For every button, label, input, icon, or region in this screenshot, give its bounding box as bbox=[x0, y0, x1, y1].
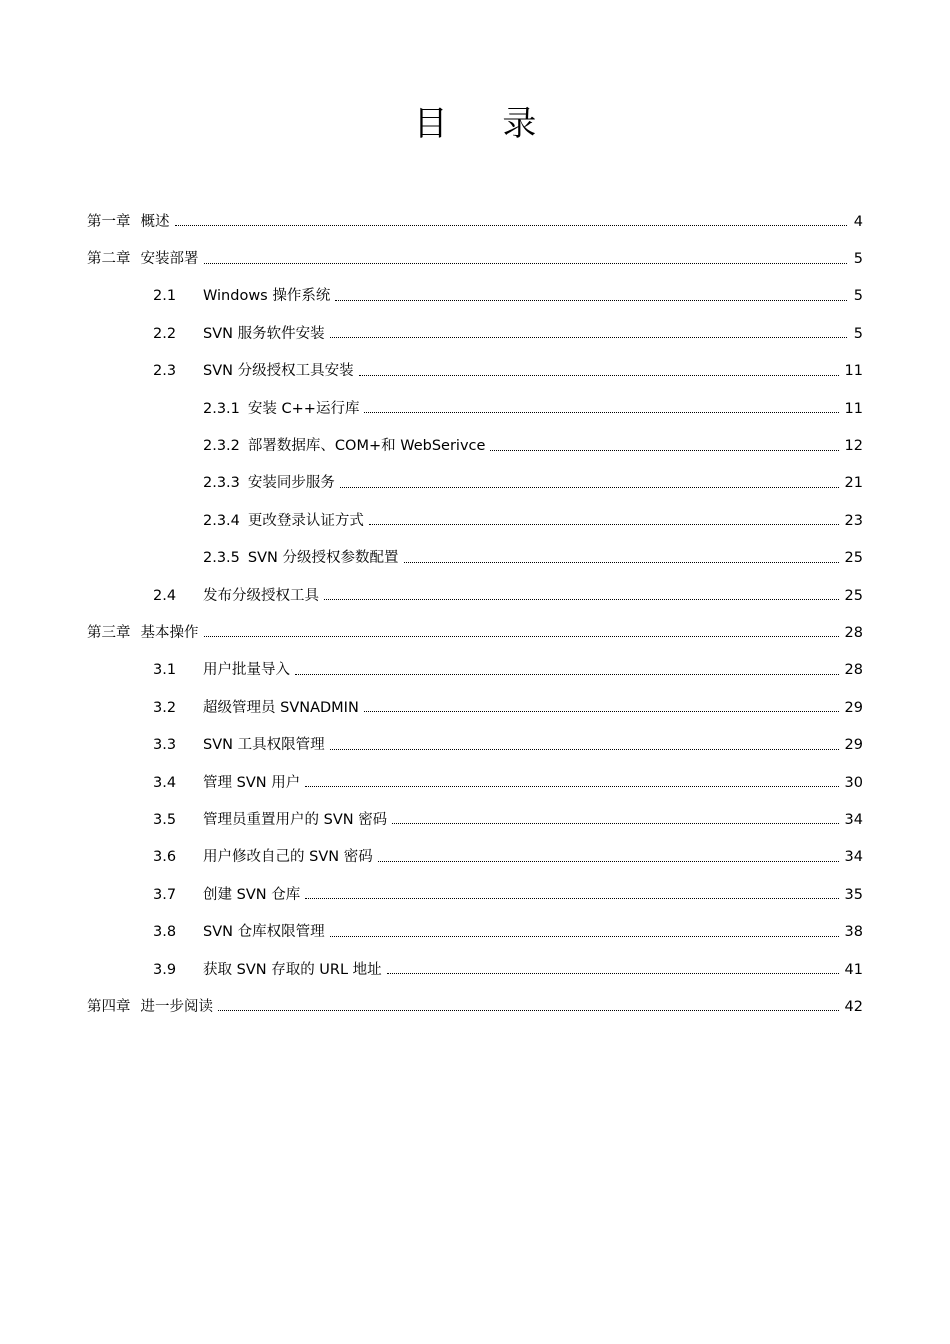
toc-entry-label: 用户修改自己的 SVN 密码 bbox=[203, 849, 373, 866]
toc-entry-page: 11 bbox=[844, 363, 863, 380]
toc-entry[interactable] bbox=[87, 465, 863, 502]
toc-entry-label: 安装同步服务 bbox=[247, 475, 335, 492]
dot-leader bbox=[340, 487, 839, 488]
dot-leader bbox=[387, 973, 839, 974]
toc-entry[interactable] bbox=[87, 951, 863, 988]
dot-leader bbox=[295, 674, 839, 675]
toc-entry[interactable] bbox=[87, 390, 863, 427]
toc-entry[interactable] bbox=[87, 689, 863, 726]
toc-entry-page: 5 bbox=[853, 288, 863, 305]
toc-entry-number: 2.3.5 bbox=[203, 550, 240, 567]
toc-entry-page: 30 bbox=[844, 774, 863, 791]
toc-entry[interactable] bbox=[87, 726, 863, 763]
toc-entry-label: 进一步阅读 bbox=[140, 998, 213, 1015]
toc-entry-label: 获取 SVN 存取的 URL 地址 bbox=[203, 961, 382, 978]
dot-leader bbox=[324, 599, 839, 600]
toc-entry-number: 2.3.1 bbox=[203, 400, 240, 417]
dot-leader bbox=[305, 898, 838, 899]
dot-leader bbox=[330, 337, 847, 338]
dot-leader bbox=[378, 861, 839, 862]
page-title: 目 录 bbox=[413, 104, 559, 144]
dot-leader bbox=[364, 412, 838, 413]
dot-leader bbox=[335, 300, 847, 301]
toc-entry-label: 创建 SVN 仓库 bbox=[203, 886, 301, 903]
toc-entry-label: 部署数据库、COM+和 WebSerivce bbox=[247, 438, 486, 455]
toc-entry-label: 概述 bbox=[140, 213, 170, 230]
toc-entry-page: 11 bbox=[844, 400, 863, 417]
dot-leader bbox=[369, 524, 839, 525]
toc-entry-page: 25 bbox=[844, 550, 863, 567]
toc-entry-number: 2.1 bbox=[153, 288, 177, 305]
toc-entry-label: 安装 C++运行库 bbox=[247, 400, 360, 417]
toc-entry-page: 23 bbox=[844, 512, 863, 529]
toc-entry-label: 更改登录认证方式 bbox=[247, 512, 364, 529]
toc-entry-number: 2.3 bbox=[153, 363, 177, 380]
toc-entry-number: 2.2 bbox=[153, 325, 177, 342]
toc-entry-label: SVN 分级授权参数配置 bbox=[247, 550, 399, 567]
toc-entry-page: 28 bbox=[844, 662, 863, 679]
dot-leader bbox=[490, 450, 838, 451]
toc-entry-page: 34 bbox=[844, 811, 863, 828]
dot-leader bbox=[359, 375, 839, 376]
dot-leader bbox=[330, 936, 839, 937]
toc-entry[interactable] bbox=[87, 839, 863, 876]
toc-entry[interactable] bbox=[87, 427, 863, 464]
toc-entry-label: SVN 服务软件安装 bbox=[203, 325, 325, 342]
toc-entry-page: 34 bbox=[844, 849, 863, 866]
toc-entry[interactable] bbox=[87, 502, 863, 539]
toc-entry[interactable] bbox=[87, 988, 863, 1025]
dot-leader bbox=[392, 823, 838, 824]
toc-entry-number: 3.2 bbox=[153, 699, 177, 716]
toc-entry[interactable] bbox=[87, 353, 863, 390]
toc-entry-label: 管理 SVN 用户 bbox=[203, 774, 301, 791]
toc-entry-number: 第四章 bbox=[87, 998, 131, 1015]
toc-entry-label: 基本操作 bbox=[140, 624, 199, 641]
dot-leader bbox=[204, 263, 848, 264]
toc-entry-number: 3.7 bbox=[153, 886, 177, 903]
toc-entry[interactable] bbox=[87, 614, 863, 651]
toc-entry-number: 第二章 bbox=[87, 251, 131, 268]
dot-leader bbox=[204, 636, 839, 637]
toc-entry-number: 3.6 bbox=[153, 849, 177, 866]
toc-entry-page: 4 bbox=[853, 213, 863, 230]
toc-entry-number: 3.1 bbox=[153, 662, 177, 679]
toc-entry-number: 3.4 bbox=[153, 774, 177, 791]
toc-entry-label: 超级管理员 SVNADMIN bbox=[203, 699, 359, 716]
toc-entry-number: 2.3.4 bbox=[203, 512, 240, 529]
toc-entry-page: 25 bbox=[844, 587, 863, 604]
toc-entry-number: 3.5 bbox=[153, 811, 177, 828]
toc-entry-number: 第一章 bbox=[87, 213, 131, 230]
dot-leader bbox=[330, 749, 839, 750]
toc-entry-number: 2.4 bbox=[153, 587, 177, 604]
dot-leader bbox=[364, 711, 839, 712]
toc-entry[interactable] bbox=[87, 801, 863, 838]
toc-entry-number: 2.3.3 bbox=[203, 475, 240, 492]
dot-leader bbox=[218, 1010, 839, 1011]
toc-entry[interactable] bbox=[87, 540, 863, 577]
toc-entry-number: 第三章 bbox=[87, 624, 131, 641]
toc-entry-page: 12 bbox=[844, 438, 863, 455]
toc-entry-page: 5 bbox=[853, 325, 863, 342]
dot-leader bbox=[175, 225, 848, 226]
toc-entry-label: SVN 工具权限管理 bbox=[203, 737, 325, 754]
toc-entry-label: 安装部署 bbox=[140, 251, 199, 268]
toc-entry[interactable] bbox=[87, 315, 863, 352]
toc-entry-page: 35 bbox=[844, 886, 863, 903]
toc-entry-label: SVN 分级授权工具安装 bbox=[203, 363, 354, 380]
toc-entry-number: 3.3 bbox=[153, 737, 177, 754]
toc-entry-page: 21 bbox=[844, 475, 863, 492]
toc-entry-label: 用户批量导入 bbox=[203, 662, 290, 679]
toc-entry[interactable] bbox=[87, 278, 863, 315]
toc-entry[interactable] bbox=[87, 764, 863, 801]
toc-entry-label: 管理员重置用户的 SVN 密码 bbox=[203, 811, 388, 828]
dot-leader bbox=[305, 786, 838, 787]
toc-entry-page: 29 bbox=[844, 737, 863, 754]
toc-entry[interactable] bbox=[87, 876, 863, 913]
table-of-contents bbox=[87, 203, 863, 1026]
toc-entry-page: 5 bbox=[853, 251, 863, 268]
toc-entry[interactable] bbox=[87, 652, 863, 689]
toc-entry-page: 42 bbox=[844, 998, 863, 1015]
toc-entry-label: SVN 仓库权限管理 bbox=[203, 924, 325, 941]
toc-entry-number: 3.9 bbox=[153, 961, 177, 978]
toc-entry-page: 41 bbox=[844, 961, 863, 978]
toc-entry[interactable] bbox=[87, 913, 863, 950]
toc-entry[interactable] bbox=[87, 203, 863, 240]
toc-entry-page: 28 bbox=[844, 624, 863, 641]
toc-entry-number: 3.8 bbox=[153, 924, 177, 941]
toc-entry-page: 38 bbox=[844, 924, 863, 941]
toc-entry-number: 2.3.2 bbox=[203, 438, 240, 455]
toc-entry-label: Windows 操作系统 bbox=[203, 288, 331, 305]
dot-leader bbox=[404, 562, 839, 563]
toc-entry-page: 29 bbox=[844, 699, 863, 716]
toc-entry[interactable] bbox=[87, 240, 863, 277]
toc-entry[interactable] bbox=[87, 577, 863, 614]
toc-entry-label: 发布分级授权工具 bbox=[203, 587, 319, 604]
